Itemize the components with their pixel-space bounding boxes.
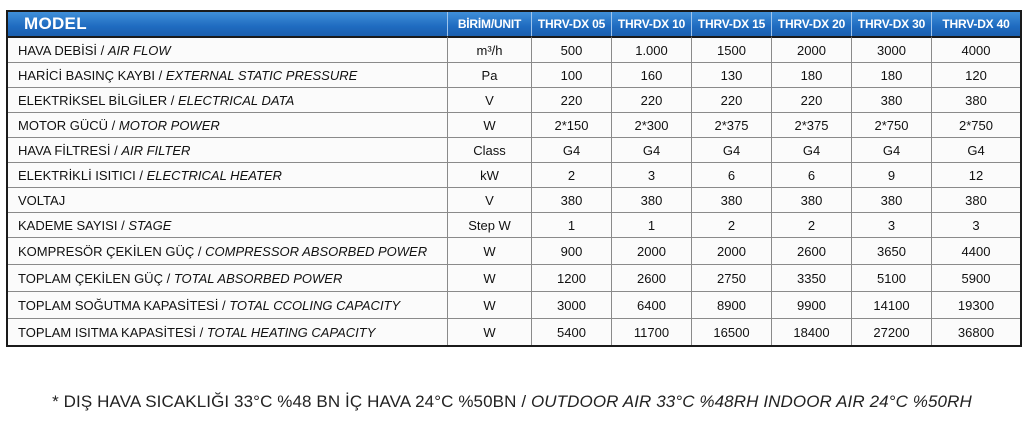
value-cell: 1500 bbox=[692, 36, 772, 62]
header-model: MODEL bbox=[8, 12, 448, 36]
value-cell: 8900 bbox=[692, 291, 772, 318]
footnote-tr: * DIŞ HAVA SICAKLIĞI 33°C %48 BN İÇ HAVA 24°C %50BN bbox=[52, 392, 517, 411]
value-cell: 19300 bbox=[932, 291, 1020, 318]
value-cell: 3 bbox=[612, 162, 692, 187]
value-cell: 3000 bbox=[532, 291, 612, 318]
param-en: TOTAL HEATING CAPACITY bbox=[206, 324, 376, 340]
value-cell: 12 bbox=[932, 162, 1020, 187]
table-row bbox=[8, 237, 1020, 264]
spec-table-wrapper bbox=[6, 10, 1018, 347]
param-en: ELECTRICAL HEATER bbox=[146, 167, 282, 183]
spec-table bbox=[6, 10, 1022, 347]
value-cell: 2*750 bbox=[932, 112, 1020, 137]
spec-table-body bbox=[8, 36, 1020, 345]
value-cell: 220 bbox=[692, 87, 772, 112]
param-cell bbox=[8, 237, 448, 264]
header-thrv-dx-40: THRV-DX 40 bbox=[932, 12, 1020, 36]
table-row bbox=[8, 212, 1020, 237]
value-cell: 180 bbox=[852, 62, 932, 87]
value-cell: 4000 bbox=[932, 36, 1020, 62]
unit-cell: W bbox=[448, 237, 532, 264]
value-cell: 4400 bbox=[932, 237, 1020, 264]
value-cell: 380 bbox=[772, 187, 852, 212]
value-cell: 380 bbox=[852, 187, 932, 212]
header-thrv-dx-20: THRV-DX 20 bbox=[772, 12, 852, 36]
value-cell: 3650 bbox=[852, 237, 932, 264]
param-tr: TOPLAM ÇEKİLEN GÜÇ bbox=[18, 270, 163, 286]
param-en: AIR FILTER bbox=[121, 142, 191, 158]
value-cell: 3 bbox=[852, 212, 932, 237]
value-cell: 1200 bbox=[532, 264, 612, 291]
param-cell bbox=[8, 187, 448, 212]
param-en: AIR FLOW bbox=[107, 42, 171, 58]
param-separator: / bbox=[162, 270, 174, 286]
unit-cell: V bbox=[448, 187, 532, 212]
param-separator: / bbox=[167, 92, 178, 108]
value-cell: 2 bbox=[532, 162, 612, 187]
value-cell: 36800 bbox=[932, 318, 1020, 345]
value-cell: G4 bbox=[532, 137, 612, 162]
param-tr: HAVA DEBİSİ bbox=[18, 42, 97, 58]
footnote-separator: / bbox=[521, 392, 531, 411]
header-thrv-dx-05: THRV-DX 05 bbox=[532, 12, 612, 36]
param-tr: HARİCİ BASINÇ KAYBI bbox=[18, 67, 156, 83]
param-separator: / bbox=[155, 67, 166, 83]
value-cell: 220 bbox=[612, 87, 692, 112]
value-cell: 2750 bbox=[692, 264, 772, 291]
param-tr: ELEKTRİKLİ ISITICI bbox=[18, 167, 136, 183]
value-cell: 2600 bbox=[612, 264, 692, 291]
param-tr: TOPLAM ISITMA KAPASİTESİ bbox=[18, 324, 196, 340]
value-cell: 5100 bbox=[852, 264, 932, 291]
value-cell: 1 bbox=[532, 212, 612, 237]
value-cell: 6400 bbox=[612, 291, 692, 318]
param-cell bbox=[8, 162, 448, 187]
value-cell: 27200 bbox=[852, 318, 932, 345]
value-cell: 380 bbox=[932, 87, 1020, 112]
unit-cell: W bbox=[448, 291, 532, 318]
header-thrv-dx-30: THRV-DX 30 bbox=[852, 12, 932, 36]
value-cell: 2000 bbox=[772, 36, 852, 62]
value-cell: G4 bbox=[692, 137, 772, 162]
param-separator: / bbox=[135, 167, 147, 183]
unit-cell: V bbox=[448, 87, 532, 112]
footnote-en: OUTDOOR AIR 33°C %48RH INDOOR AIR 24°C %50RH bbox=[530, 392, 972, 411]
header-thrv-dx-15: THRV-DX 15 bbox=[692, 12, 772, 36]
param-cell bbox=[8, 212, 448, 237]
table-row bbox=[8, 291, 1020, 318]
value-cell: 3000 bbox=[852, 36, 932, 62]
param-en: EXTERNAL STATIC PRESSURE bbox=[165, 67, 358, 83]
value-cell: 180 bbox=[772, 62, 852, 87]
table-row bbox=[8, 112, 1020, 137]
table-row bbox=[8, 318, 1020, 345]
param-cell bbox=[8, 62, 448, 87]
unit-cell: W bbox=[448, 112, 532, 137]
table-row bbox=[8, 264, 1020, 291]
value-cell: 2600 bbox=[772, 237, 852, 264]
param-en: TOTAL ABSORBED POWER bbox=[173, 270, 343, 286]
unit-cell: W bbox=[448, 318, 532, 345]
value-cell: G4 bbox=[932, 137, 1020, 162]
value-cell: 9 bbox=[852, 162, 932, 187]
param-separator: / bbox=[110, 142, 122, 158]
param-separator: / bbox=[194, 243, 206, 259]
param-separator: / bbox=[195, 324, 207, 340]
unit-cell: Pa bbox=[448, 62, 532, 87]
table-row bbox=[8, 62, 1020, 87]
value-cell: 380 bbox=[852, 87, 932, 112]
param-cell bbox=[8, 318, 448, 345]
param-separator: / bbox=[218, 297, 230, 313]
value-cell: 2*750 bbox=[852, 112, 932, 137]
value-cell: 3350 bbox=[772, 264, 852, 291]
unit-cell: Class bbox=[448, 137, 532, 162]
value-cell: 2*375 bbox=[692, 112, 772, 137]
value-cell: 160 bbox=[612, 62, 692, 87]
value-cell: 16500 bbox=[692, 318, 772, 345]
header-row bbox=[8, 12, 1020, 36]
value-cell: 120 bbox=[932, 62, 1020, 87]
value-cell: 2000 bbox=[612, 237, 692, 264]
value-cell: 11700 bbox=[612, 318, 692, 345]
table-row bbox=[8, 137, 1020, 162]
param-cell bbox=[8, 112, 448, 137]
value-cell: 14100 bbox=[852, 291, 932, 318]
param-tr: TOPLAM SOĞUTMA KAPASİTESİ bbox=[18, 297, 219, 313]
value-cell: 100 bbox=[532, 62, 612, 87]
header-thrv-dx-10: THRV-DX 10 bbox=[612, 12, 692, 36]
value-cell: 6 bbox=[692, 162, 772, 187]
table-row bbox=[8, 187, 1020, 212]
param-tr: KADEME SAYISI bbox=[18, 217, 118, 233]
value-cell: 380 bbox=[932, 187, 1020, 212]
value-cell: 5900 bbox=[932, 264, 1020, 291]
param-tr: ELEKTRİKSEL BİLGİLER bbox=[18, 92, 168, 108]
value-cell: G4 bbox=[772, 137, 852, 162]
value-cell: G4 bbox=[612, 137, 692, 162]
value-cell: 900 bbox=[532, 237, 612, 264]
value-cell: 500 bbox=[532, 36, 612, 62]
unit-cell: Step W bbox=[448, 212, 532, 237]
param-en: ELECTRICAL DATA bbox=[177, 92, 295, 108]
unit-cell: m³/h bbox=[448, 36, 532, 62]
param-tr: MOTOR GÜCÜ bbox=[18, 117, 109, 133]
param-en: STAGE bbox=[128, 217, 172, 233]
param-separator: / bbox=[108, 117, 119, 133]
value-cell: 2*375 bbox=[772, 112, 852, 137]
value-cell: 2 bbox=[772, 212, 852, 237]
unit-cell: kW bbox=[448, 162, 532, 187]
value-cell: 2*150 bbox=[532, 112, 612, 137]
value-cell: 2 bbox=[692, 212, 772, 237]
table-row bbox=[8, 162, 1020, 187]
value-cell: 6 bbox=[772, 162, 852, 187]
value-cell: 2000 bbox=[692, 237, 772, 264]
table-row bbox=[8, 87, 1020, 112]
param-cell bbox=[8, 87, 448, 112]
value-cell: 18400 bbox=[772, 318, 852, 345]
value-cell: 220 bbox=[772, 87, 852, 112]
unit-cell: W bbox=[448, 264, 532, 291]
value-cell: 2*300 bbox=[612, 112, 692, 137]
param-cell bbox=[8, 36, 448, 62]
value-cell: 5400 bbox=[532, 318, 612, 345]
param-en: MOTOR POWER bbox=[118, 117, 220, 133]
value-cell: 9900 bbox=[772, 291, 852, 318]
value-cell: 220 bbox=[532, 87, 612, 112]
param-cell bbox=[8, 264, 448, 291]
value-cell: 1.000 bbox=[612, 36, 692, 62]
param-tr: HAVA FİLTRESİ bbox=[18, 142, 111, 158]
value-cell: 380 bbox=[692, 187, 772, 212]
value-cell: 130 bbox=[692, 62, 772, 87]
value-cell: 380 bbox=[532, 187, 612, 212]
table-row bbox=[8, 36, 1020, 62]
param-tr: KOMPRESÖR ÇEKİLEN GÜÇ bbox=[18, 243, 195, 259]
param-en: TOTAL CCOLING CAPACITY bbox=[229, 297, 401, 313]
param-tr: VOLTAJ bbox=[18, 192, 66, 208]
footnote bbox=[0, 392, 1024, 412]
param-en: COMPRESSOR ABSORBED POWER bbox=[205, 243, 428, 259]
param-separator: / bbox=[117, 217, 129, 233]
header-unit: BİRİM/UNIT bbox=[448, 12, 532, 36]
param-cell bbox=[8, 291, 448, 318]
value-cell: 3 bbox=[932, 212, 1020, 237]
param-separator: / bbox=[97, 42, 108, 58]
param-cell bbox=[8, 137, 448, 162]
value-cell: 1 bbox=[612, 212, 692, 237]
value-cell: 380 bbox=[612, 187, 692, 212]
value-cell: G4 bbox=[852, 137, 932, 162]
